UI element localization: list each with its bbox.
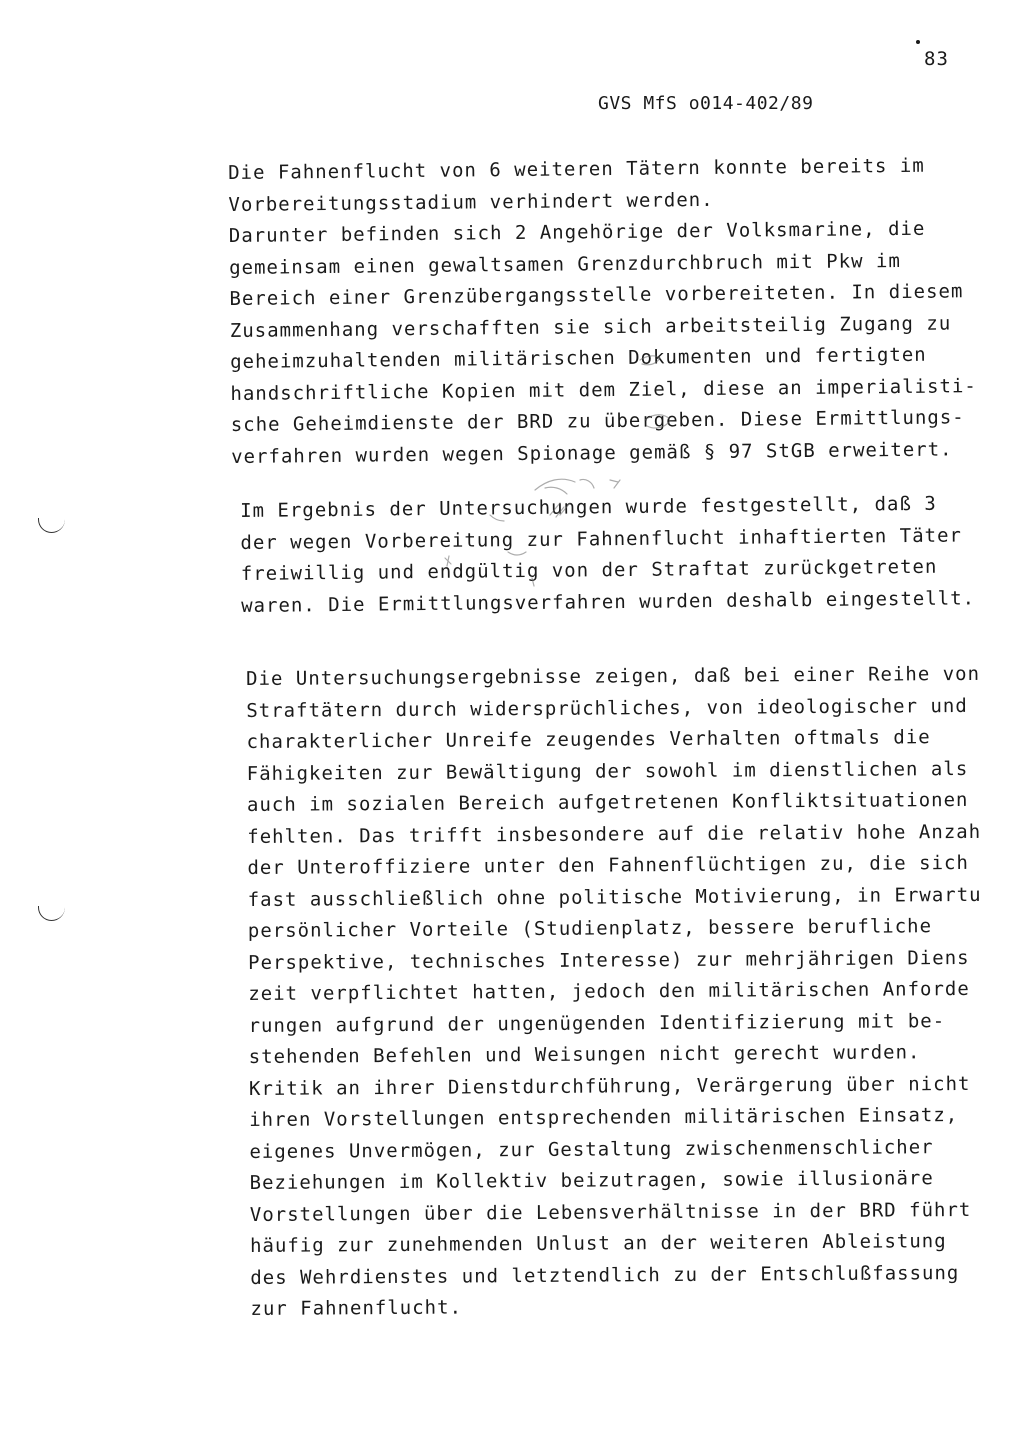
text-line: charakterlicher Unreife zeugendes Verhalten oftmals die — [246, 726, 931, 753]
text-line: Die Fahnenflucht von 6 weiteren Tätern konnte bereits im — [228, 154, 925, 184]
text-line: Vorbereitungsstadium verhindert werden. — [228, 188, 714, 216]
text-line: gemeinsam einen gewaltsamen Grenzdurchbruch mit Pkw im — [229, 249, 901, 279]
text-line: ihren Vorstellungen entsprechenden militärischen Einsatz, — [249, 1104, 959, 1131]
text-line: geheimzuhaltenden militärischen Dokumenten und fertigten — [230, 343, 927, 373]
paragraph-desertion-prevented — [228, 150, 978, 473]
page-number-dot — [916, 40, 920, 44]
text-line: fast ausschließlich ohne politische Motivierung, in Erwartu — [247, 883, 982, 911]
text-line: fehlten. Das trifft insbesondere auf die relativ hohe Anzah — [247, 820, 982, 848]
text-line: handschriftliche Kopien mit dem Ziel, diese an imperialisti- — [230, 374, 977, 405]
text-line: des Wehrdienstes und letztendlich zu der Entschlußfassung — [250, 1261, 960, 1289]
text-line: häufig zur zunehmenden Unlust an der weiteren Ableistung — [249, 1230, 947, 1257]
text-line: der Unteroffiziere unter den Fahnenflüchtigen zu, die sich — [247, 851, 969, 879]
text-line: Fähigkeiten zur Bewältigung der sowohl im dienstlichen als — [246, 757, 969, 785]
text-line: Die Untersuchungsergebnisse zeigen, daß bei einer Reihe von — [246, 662, 981, 690]
text-line: eigenes Unvermögen, zur Gestaltung zwischenmenschlicher — [249, 1135, 934, 1163]
text-line: Im Ergebnis der Untersuchungen wurde festgestellt, daß 3 — [240, 492, 937, 522]
paragraph-investigation-findings — [246, 659, 985, 1326]
text-line: persönlicher Vorteile (Studienplatz, bessere berufliche — [247, 915, 933, 942]
paragraph-investigation-result — [240, 488, 975, 622]
text-line: der wegen Vorbereitung zur Fahnenflucht inhaftierten Täter — [240, 523, 963, 554]
text-line: zeit verpflichtet hatten, jedoch den militärischen Anforde — [248, 977, 970, 1005]
text-line: freiwillig und endgültig von der Straftat zurückgetreten — [240, 555, 938, 585]
page-number: 83 — [924, 48, 949, 70]
text-line: verfahren wurden wegen Spionage gemäß § 97 StGB erweitert. — [231, 437, 953, 468]
text-line: waren. Die Ermittlungsverfahren wurden deshalb eingestellt. — [241, 586, 976, 617]
text-line: Perspektive, technisches Interesse) zur mehrjährigen Diens — [248, 946, 970, 974]
text-line: zur Fahnenflucht. — [250, 1296, 463, 1320]
text-line: Darunter befinden sich 2 Angehörige der Volksmarine, die — [228, 217, 926, 247]
text-line: Beziehungen im Kollektiv beizutragen, sowie illusionäre — [249, 1167, 934, 1194]
text-line: stehenden Befehlen und Weisungen nicht gerecht wurden. — [248, 1041, 921, 1068]
text-line: sche Geheimdienste der BRD zu übergeben. Diese Ermittlungs- — [230, 406, 965, 436]
text-line: auch im sozialen Bereich aufgetretenen Konfliktsituationen — [246, 788, 969, 816]
text-line: Kritik an ihrer Dienstdurchführung, Verärgerung über nicht — [248, 1072, 971, 1100]
punch-hole-mark-top — [38, 518, 65, 533]
text-line: Bereich einer Grenzübergangsstelle vorbereiteten. In diesem — [229, 280, 964, 310]
text-line: rungen aufgrund der ungenügenden Identifizierung mit be- — [248, 1009, 946, 1037]
text-line: Vorstellungen über die Lebensverhältnisse in der BRD führt — [249, 1198, 972, 1226]
punch-hole-mark-bottom — [38, 906, 65, 921]
text-line: Straftätern durch widersprüchliches, von ideologischer und — [246, 694, 968, 722]
text-line: Zusammenhang verschafften sie sich arbeitsteilig Zugang zu — [229, 311, 952, 342]
document-reference: GVS MfS o014-402/89 — [598, 93, 814, 114]
